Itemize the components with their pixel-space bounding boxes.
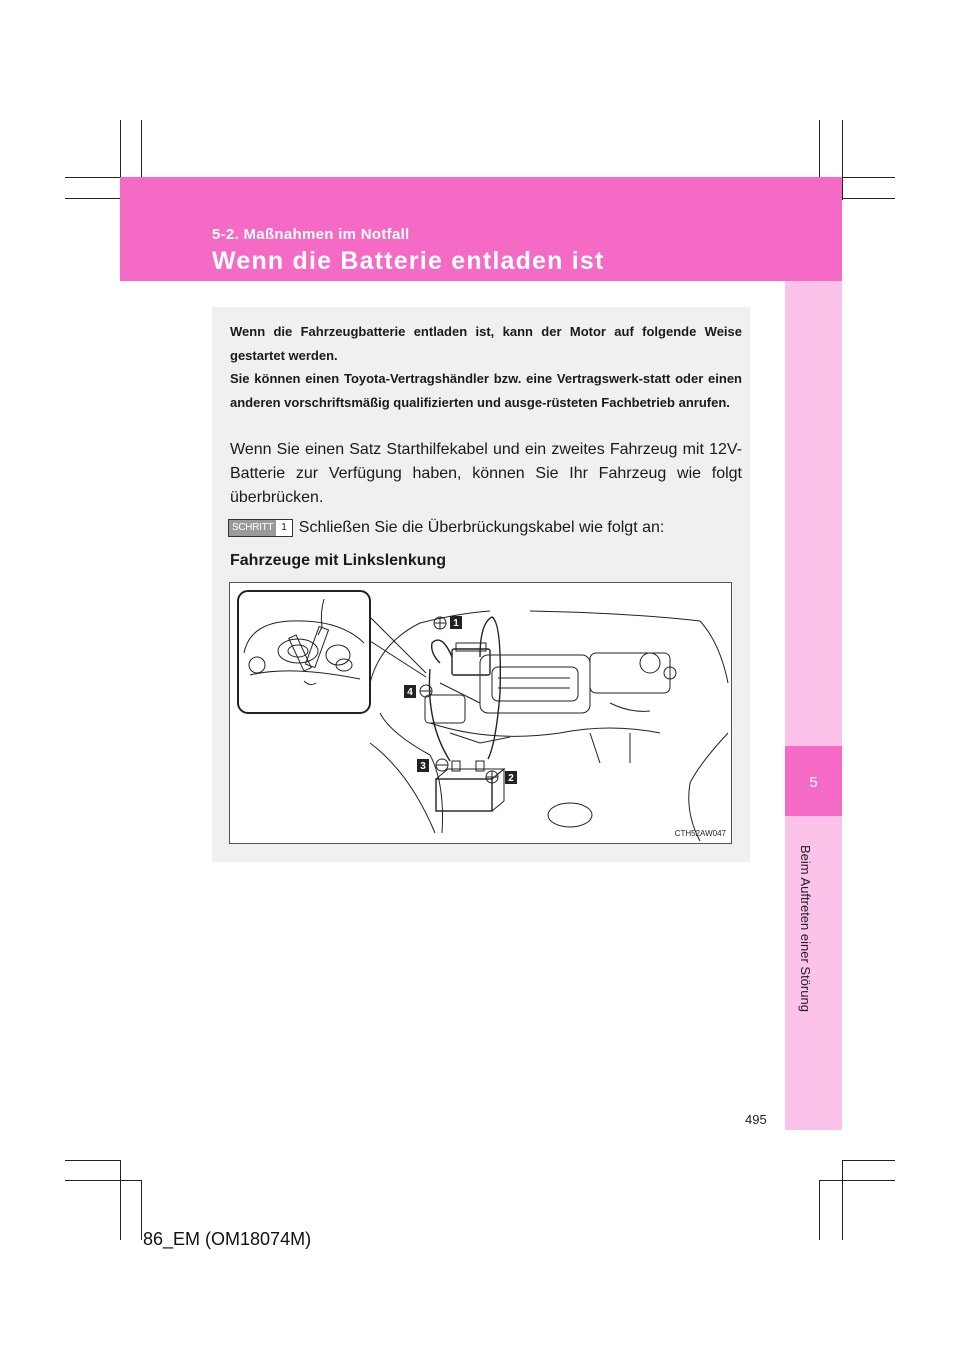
body-paragraph: Wenn Sie einen Satz Starthilfekabel und ein zweites Fahrzeug mit 12V-Batterie zur Verfügung haben, können Sie Ihr Fahrzeug wie folgt überbrücken. bbox=[230, 441, 742, 506]
callout-1: 1 bbox=[453, 618, 459, 629]
document-code: 86_EM (OM18074M) bbox=[143, 1229, 312, 1249]
chapter-side-tab[interactable] bbox=[785, 281, 842, 1130]
callout-2: 2 bbox=[508, 773, 514, 784]
step-badge-number: 1 bbox=[281, 522, 287, 533]
crop-mark bbox=[65, 177, 120, 178]
intro-paragraph: Sie können einen Toyota-Vertragshändler bzw. eine Vertragswerk-statt oder einen anderen vorschriftsmäßig qualifizierten und ausge-rüsteten Fachbetrieb anrufen. bbox=[230, 371, 742, 410]
section-label: 5-2. Maßnahmen im Notfall bbox=[212, 226, 410, 243]
step-1 bbox=[228, 519, 664, 537]
crop-mark bbox=[842, 177, 895, 178]
step-badge-label: SCHRITT bbox=[229, 520, 276, 536]
intro-paragraph: Wenn die Fahrzeugbatterie entladen ist, kann der Motor auf folgende Weise gestartet werden. bbox=[230, 324, 742, 363]
intro-block bbox=[230, 320, 742, 414]
crop-mark bbox=[842, 1160, 895, 1161]
page-number: 495 bbox=[745, 1112, 767, 1127]
crop-mark bbox=[141, 1180, 142, 1240]
jump-start-illustration bbox=[229, 582, 732, 844]
engine-bay-drawing bbox=[230, 583, 731, 843]
step-text: Schließen Sie die Überbrückungskabel wie folgt an: bbox=[298, 519, 665, 536]
step-badge bbox=[228, 519, 293, 537]
chapter-title: Beim Auftreten einer Störung bbox=[798, 845, 813, 1012]
crop-mark bbox=[819, 1180, 895, 1181]
page-title: Wenn die Batterie entladen ist bbox=[212, 247, 605, 275]
crop-mark bbox=[65, 1180, 141, 1181]
callout-4: 4 bbox=[407, 687, 413, 698]
chapter-number: 5 bbox=[785, 746, 842, 816]
crop-mark bbox=[819, 1180, 820, 1240]
crop-mark bbox=[65, 1160, 120, 1161]
crop-mark bbox=[842, 1160, 843, 1240]
figure-code: CTH52AW047 bbox=[674, 829, 726, 838]
crop-mark bbox=[842, 120, 843, 200]
subheading: Fahrzeuge mit Linkslenkung bbox=[230, 552, 447, 569]
callout-3: 3 bbox=[420, 761, 426, 772]
crop-mark bbox=[120, 1160, 121, 1240]
